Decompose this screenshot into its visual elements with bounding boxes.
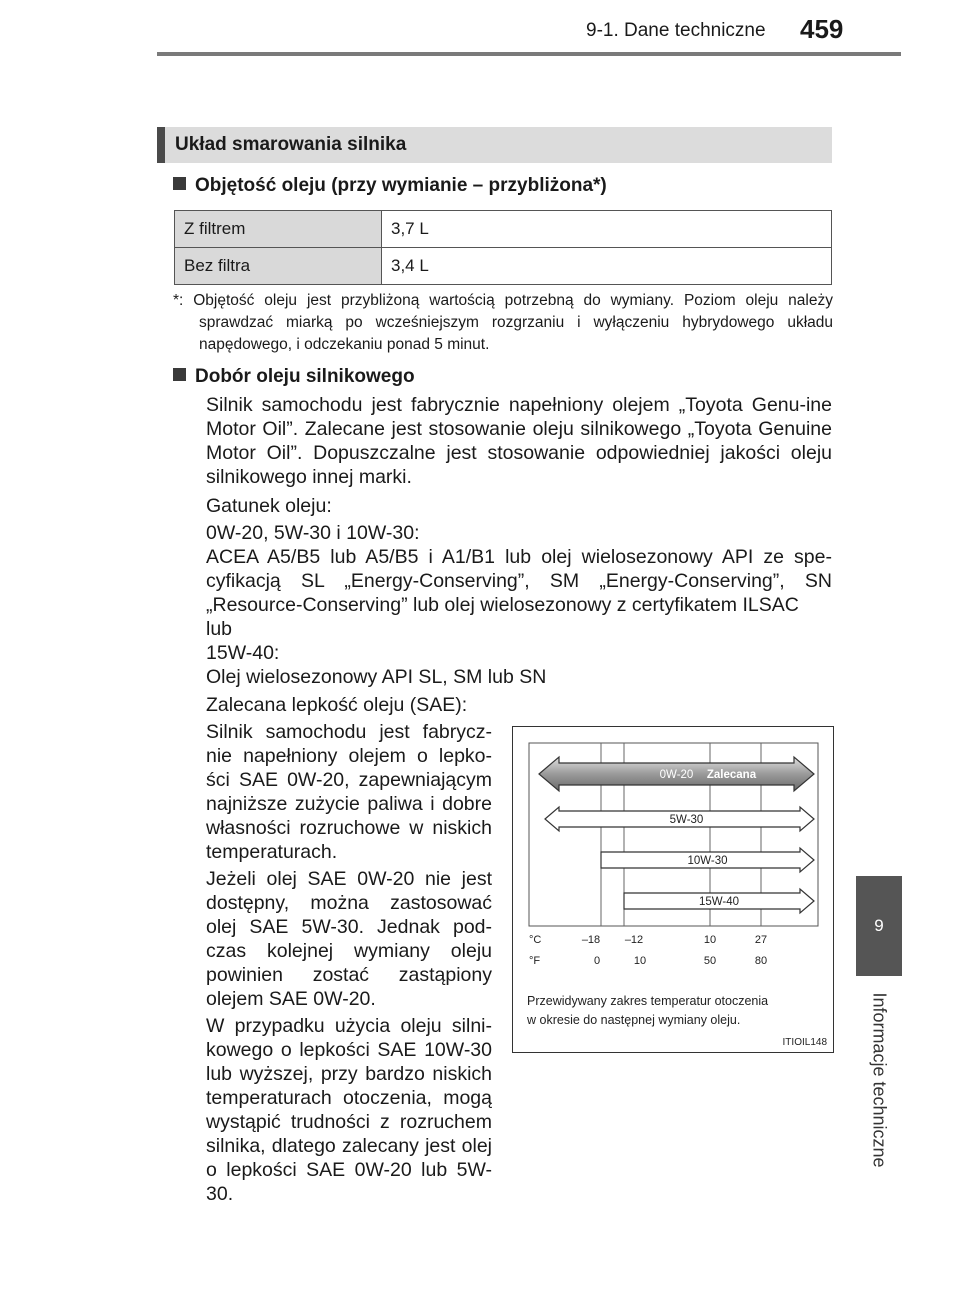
bullet-square-icon xyxy=(173,368,186,381)
viscosity-chart-figure xyxy=(512,726,834,1053)
chart-axis-c-label: °C xyxy=(529,934,542,946)
grade-line-5: Olej wielosezonowy API SL, SM lub SN xyxy=(206,666,547,688)
chart-series-label: 10W-30 xyxy=(687,855,728,867)
table-cell-label: Z filtrem xyxy=(175,211,382,248)
chapter-tab-number: 9 xyxy=(874,916,884,935)
chart-axis-f-label: °F xyxy=(529,955,541,967)
viscosity-chart xyxy=(513,727,833,1052)
table-cell-value: 3,7 L xyxy=(382,211,832,248)
chapter-tab-label: Informacje techniczne xyxy=(869,992,890,1168)
grade-line-2: ACEA A5/B5 lub A5/B5 i A1/B1 lub olej wielosezonowy API ze spe-cyfikacją SL „Energy-Conserving”, SM „Energy-Conserving”, SN „Resource-Conserving” lub olej wielosezonowy z certyfikatem ILSAC xyxy=(206,546,832,616)
header-section-title: 9-1. Dane techniczne xyxy=(586,20,766,41)
oil-capacity-heading-text: Objętość oleju (przy wymianie – przybliżona*) xyxy=(195,175,607,196)
grade-line-3: lub xyxy=(206,618,233,640)
footnote-text: *: Objętość oleju jest przybliżoną wartością potrzebną do wymiany. Poziom oleju należy sprawdzać miarką po wcześniejszym rozgrzaniu i wyłączeniu hybrydowego układu napędowego, i odczekaniu ponad 5 minut. xyxy=(173,292,833,353)
chart-series-label: 5W-30 xyxy=(669,814,704,826)
viscosity-paragraph-2: Jeżeli olej SAE 0W-20 nie jest dostępny, można zastosować olej SAE 5W-30. Jednak pod-czas kolejnej wymiany oleju powinien zostać zastąpiony olejem SAE 0W-20. xyxy=(206,868,492,1010)
grade-label: Gatunek oleju: xyxy=(206,495,332,517)
viscosity-label: Zalecana lepkość oleju (SAE): xyxy=(206,694,468,716)
chart-recommended-label: Zalecana xyxy=(706,769,757,781)
chart-caption-line-1: Przewidywany zakres temperatur otoczenia xyxy=(527,994,769,1008)
chart-tick-f: 50 xyxy=(703,955,717,967)
grade-line-1: 0W-20, 5W-30 i 10W-30: xyxy=(206,522,420,544)
oil-selection-intro: Silnik samochodu jest fabrycznie napełniony olejem „Toyota Genu-ine Motor Oil”. Zalecane jest stosowanie oleju silnikowego „Toyota Genuine Motor Oil”. Dopuszczalne jest stosowanie odpowiedniej jakości oleju silnikowego innej marki. xyxy=(206,394,832,488)
oil-capacity-table xyxy=(174,210,832,285)
viscosity-paragraph-3: W przypadku użycia oleju silni-kowego o lepkości SAE 10W-30 lub wyższej, przy bardzo niskich temperaturach otoczenia, mogą wystąpić trudności z rozruchem silnika, dlatego zalecany jest olej o lepkości SAE 0W-20 lub 5W-30. xyxy=(206,1015,492,1205)
section-heading-accent xyxy=(157,127,165,163)
oil-selection-heading-text: Dobór oleju silnikowego xyxy=(195,366,415,387)
oil-selection-heading xyxy=(173,366,415,388)
chart-tick-f: 0 xyxy=(593,955,601,967)
header-rule xyxy=(157,52,901,56)
table-row xyxy=(175,211,832,248)
section-heading-bar xyxy=(157,127,832,163)
page-number: 459 xyxy=(800,14,844,44)
chart-tick-c: –12 xyxy=(624,934,644,946)
chart-series-label: 15W-40 xyxy=(698,896,740,908)
chart-tick-c: 27 xyxy=(754,934,768,946)
chart-tick-f: 10 xyxy=(633,955,647,967)
viscosity-paragraph-1: Silnik samochodu jest fabrycz-nie napełniony olejem o lepko-ści SAE 0W-20, zapewniającym najniższe zużycie paliwa i dobre własności rozruchowe w niskich temperaturach. xyxy=(206,721,492,863)
figure-id: ITIOIL148 xyxy=(782,1037,827,1048)
chapter-tab[interactable] xyxy=(856,876,902,976)
chart-series-label: 0W-20 xyxy=(659,769,694,781)
chart-tick-c: –18 xyxy=(581,934,601,946)
chart-tick-c: 10 xyxy=(703,934,717,946)
bullet-square-icon xyxy=(173,177,186,190)
table-cell-value: 3,4 L xyxy=(382,248,832,285)
chart-caption-line-2: w okresie do następnej wymiany oleju. xyxy=(527,1013,741,1027)
table-cell-label: Bez filtra xyxy=(175,248,382,285)
footnote xyxy=(173,290,833,356)
section-heading: Układ smarowania silnika xyxy=(175,134,407,155)
grade-line-4: 15W-40: xyxy=(206,642,280,664)
chapter-tab-label-box xyxy=(856,980,902,1180)
chart-tick-f: 80 xyxy=(754,955,768,967)
table-row xyxy=(175,248,832,285)
oil-capacity-heading xyxy=(173,175,607,197)
